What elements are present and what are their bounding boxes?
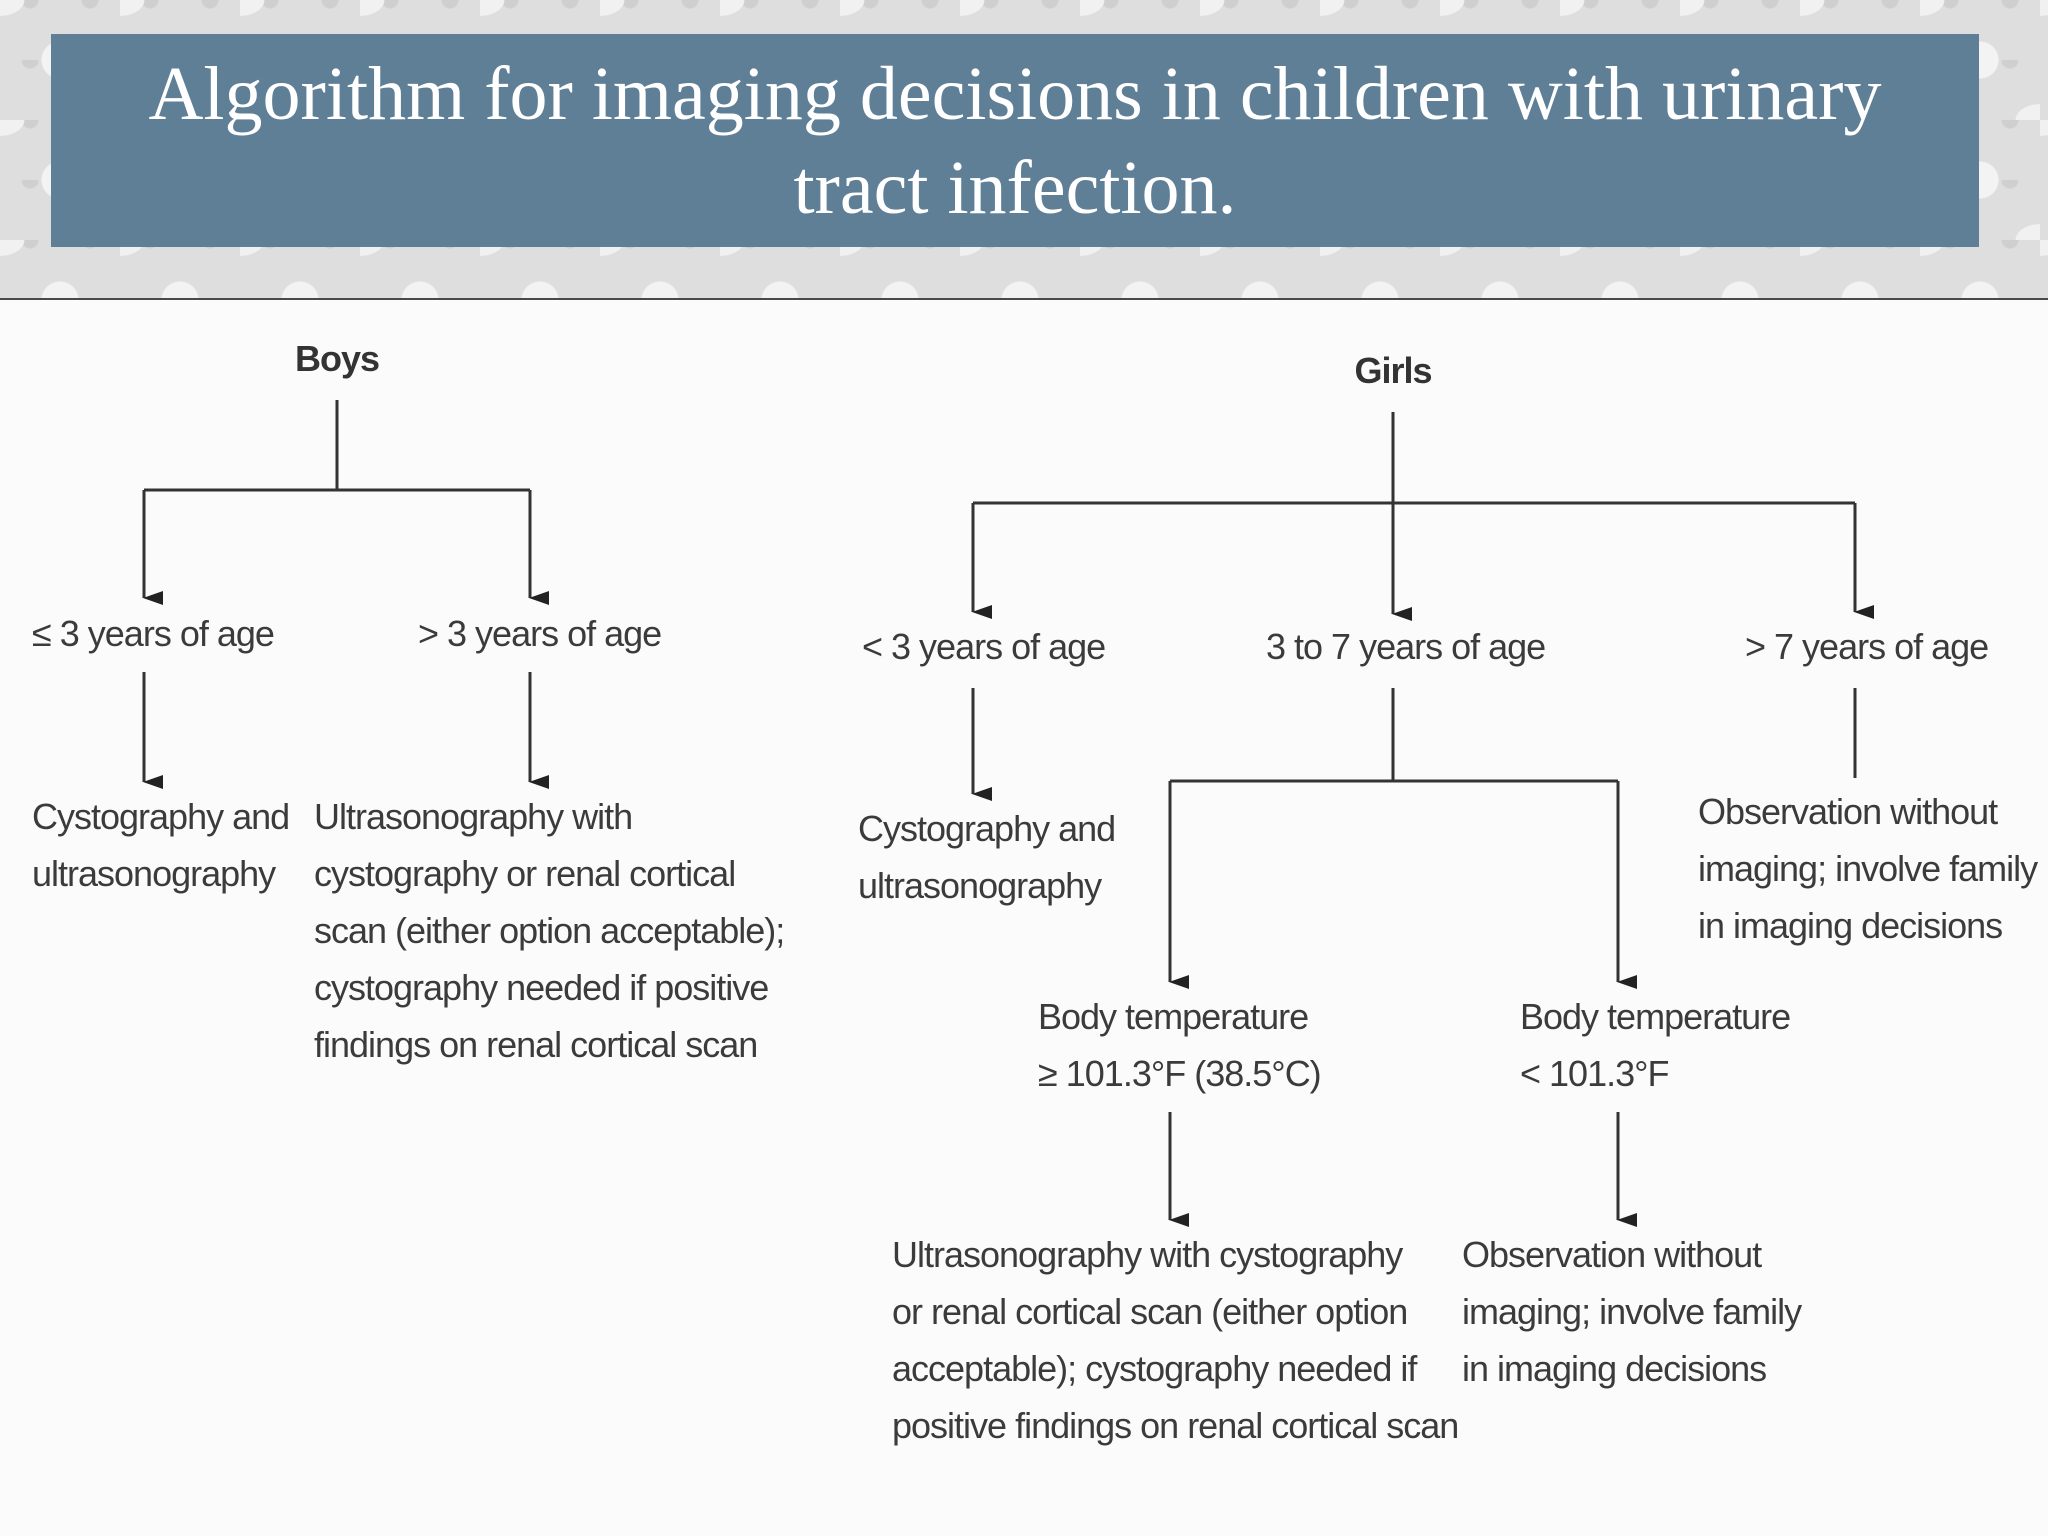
text-line: Ultrasonography with xyxy=(314,796,633,837)
boys-result-gt3 xyxy=(314,788,784,1073)
title-box xyxy=(51,34,1979,247)
boys-result-le3 xyxy=(32,788,289,902)
text-line: ultrasonography xyxy=(32,853,276,894)
text-line: Cystography and xyxy=(32,796,290,837)
text-line: < 101.3°F xyxy=(1520,1053,1669,1094)
girls-result-lt3 xyxy=(858,800,1115,914)
text-line: imaging; involve family xyxy=(1698,848,2038,889)
girls-result-temp-low xyxy=(1462,1226,1801,1397)
text-line: in imaging decisions xyxy=(1462,1348,1767,1389)
girls-temp-low xyxy=(1520,988,1790,1102)
text-line: Cystography and xyxy=(858,808,1116,849)
girls-result-temp-high xyxy=(892,1226,1458,1454)
boys-age-gt3: > 3 years of age xyxy=(418,613,662,654)
text-line: cystography needed if positive xyxy=(314,967,769,1008)
girls-age-lt3: < 3 years of age xyxy=(862,626,1106,667)
text-line: in imaging decisions xyxy=(1698,905,2003,946)
text-line: Observation without xyxy=(1462,1234,1762,1275)
text-line: Body temperature xyxy=(1038,996,1309,1037)
header-band xyxy=(0,0,2048,300)
text-line: ultrasonography xyxy=(858,865,1102,906)
text-line: or renal cortical scan (either option xyxy=(892,1291,1408,1332)
flowchart xyxy=(0,300,2048,1536)
boys-heading: Boys xyxy=(294,338,380,379)
text-line: imaging; involve family xyxy=(1462,1291,1802,1332)
text-line: Ultrasonography with cystography xyxy=(892,1234,1403,1275)
text-line: positive findings on renal cortical scan xyxy=(892,1405,1459,1446)
girls-heading: Girls xyxy=(1354,350,1432,391)
girls-age-gt7: > 7 years of age xyxy=(1745,626,1989,667)
girls-result-gt7 xyxy=(1698,783,2037,954)
slide-title: Algorithm for imaging decisions in children with urinary tract infection. xyxy=(148,51,1882,230)
boys-age-le3: ≤ 3 years of age xyxy=(32,613,274,654)
text-line: acceptable); cystography needed if xyxy=(892,1348,1417,1389)
text-line: scan (either option acceptable); xyxy=(314,910,785,951)
text-line: ≥ 101.3°F (38.5°C) xyxy=(1038,1053,1321,1094)
text-line: Observation without xyxy=(1698,791,1998,832)
girls-temp-high xyxy=(1038,988,1321,1102)
text-line: Body temperature xyxy=(1520,996,1791,1037)
girls-age-3to7: 3 to 7 years of age xyxy=(1266,626,1546,667)
text-line: findings on renal cortical scan xyxy=(314,1024,758,1065)
text-line: cystography or renal cortical xyxy=(314,853,736,894)
